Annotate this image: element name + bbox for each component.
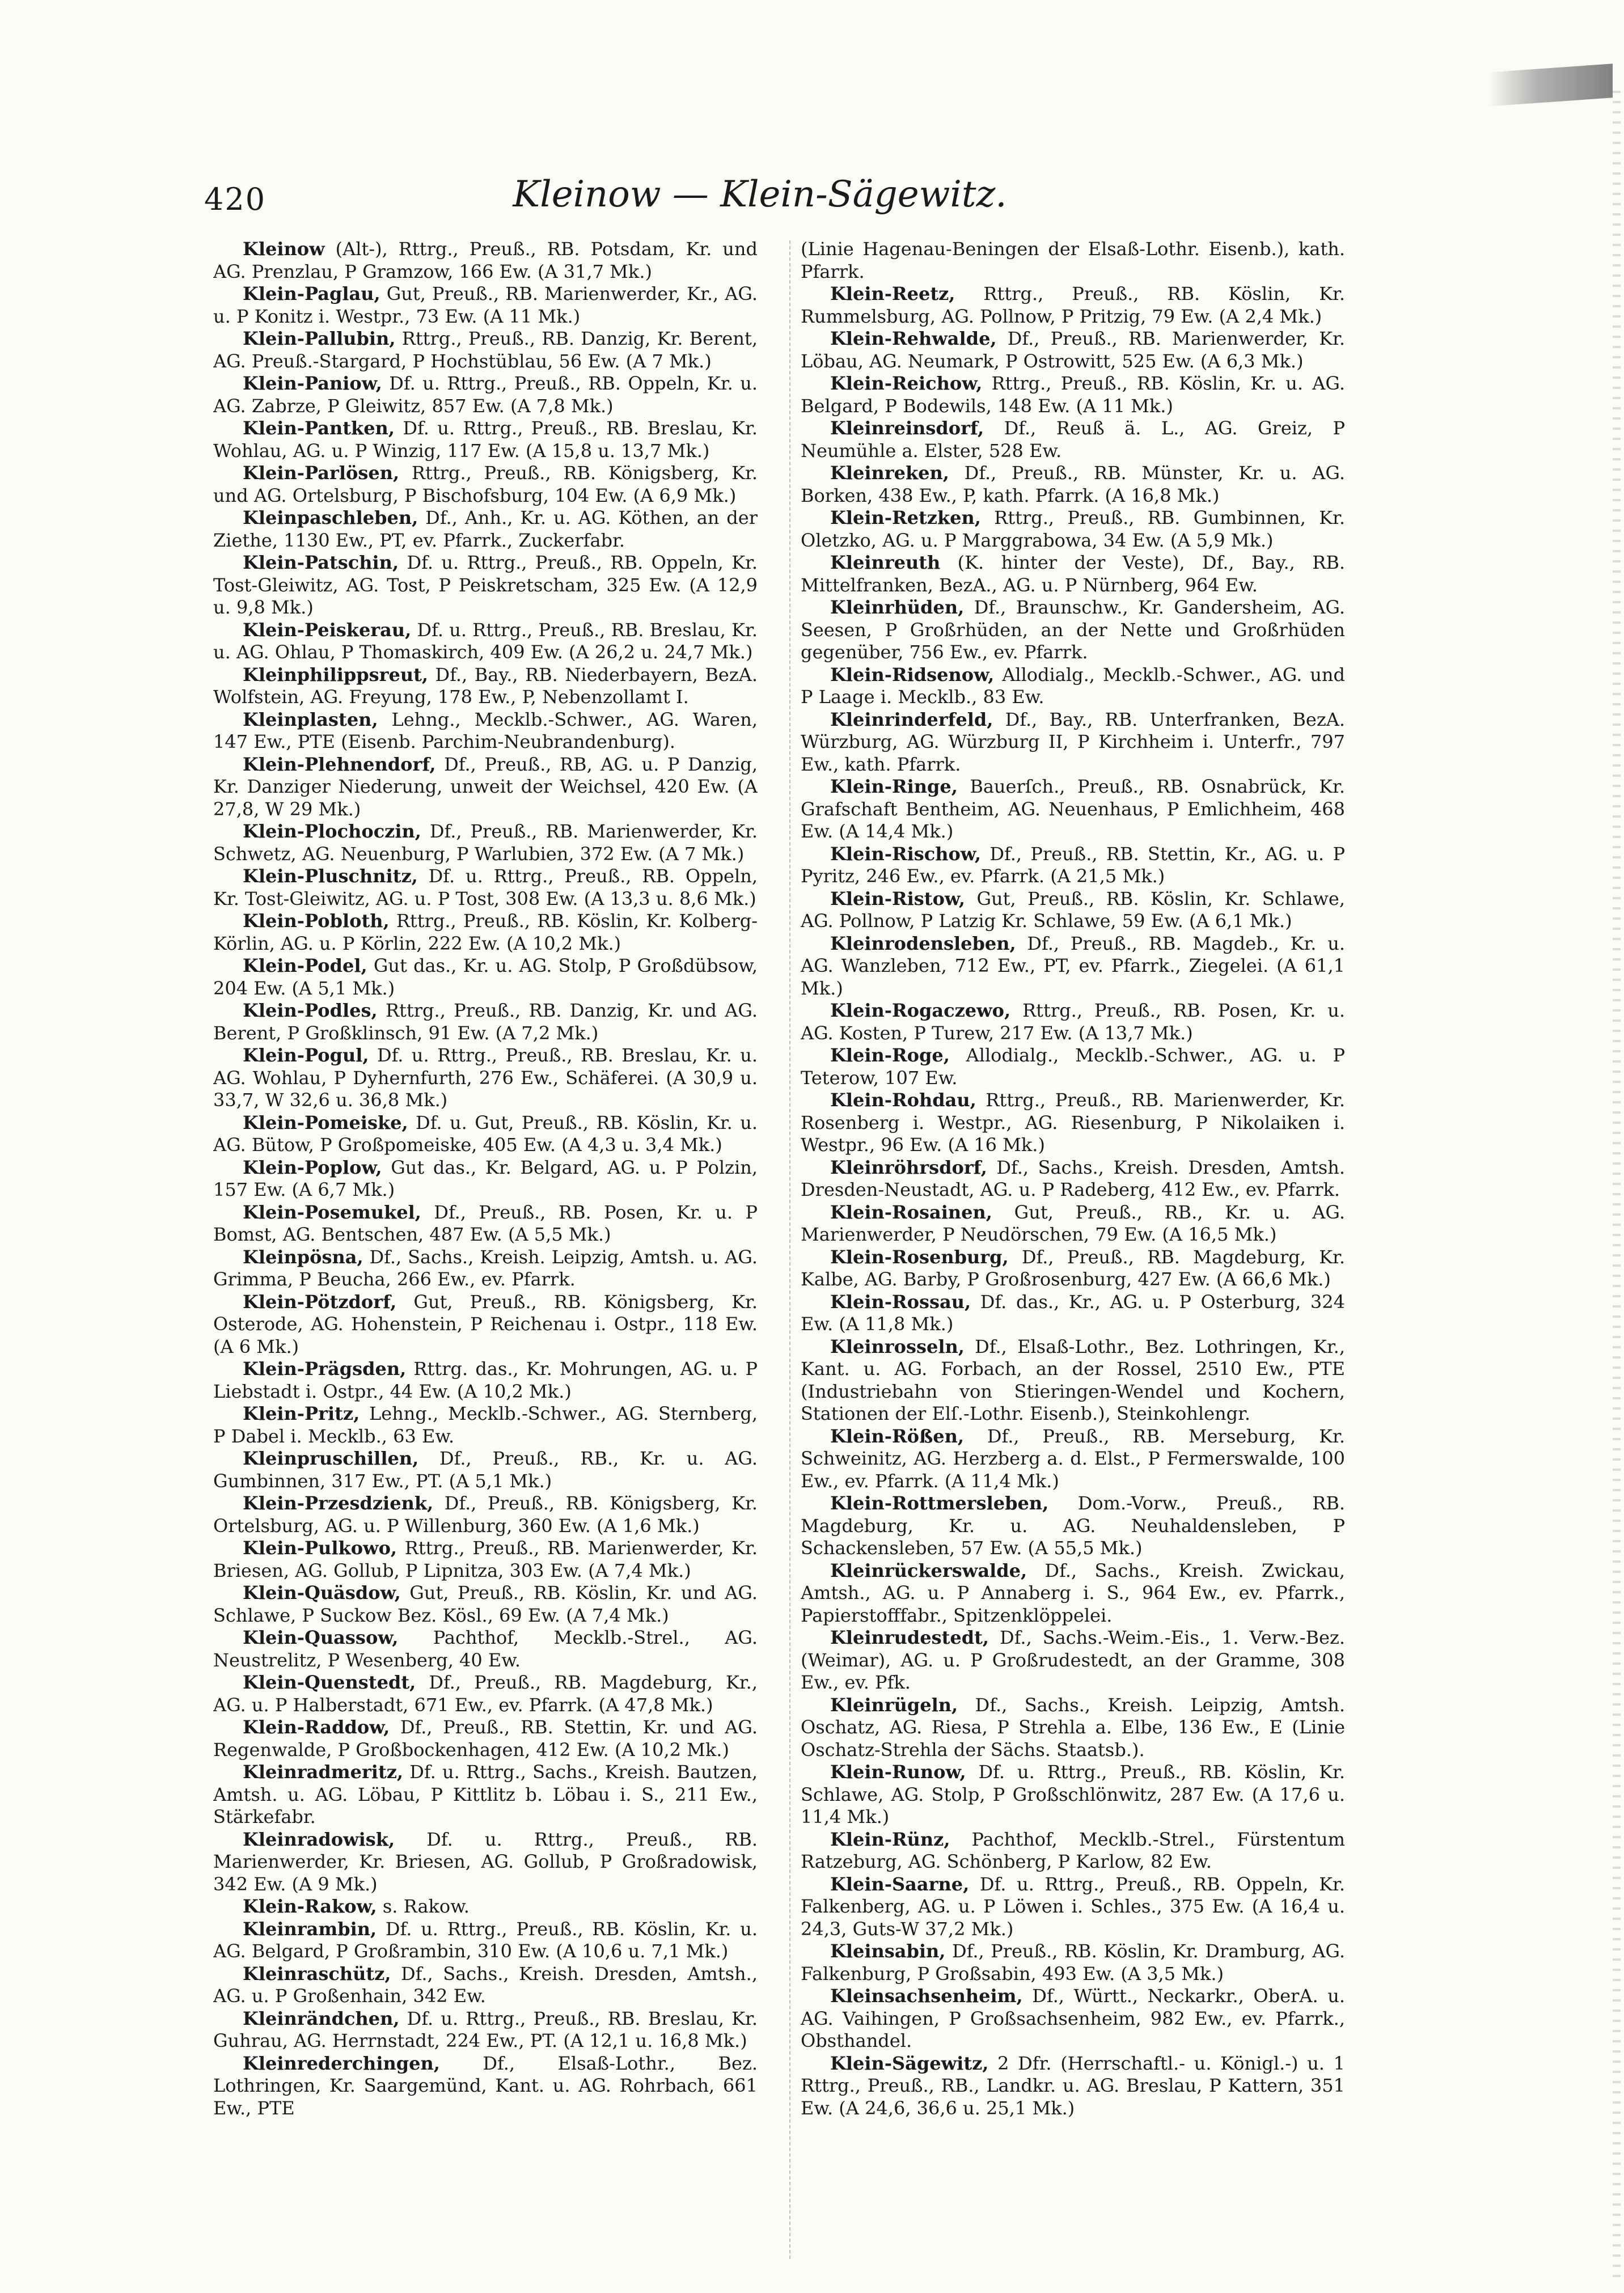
entry-text: (K. hinter der Veste), Df., Bay., RB. Mittelfranken, BezA., AG. u. P Nürnberg, 964 Ew. — [801, 552, 1345, 596]
gazetteer-entry — [213, 1202, 758, 1246]
gazetteer-entry — [213, 1582, 758, 1627]
gazetteer-entry — [213, 328, 758, 373]
entry-text: Rttrg., Preuß., RB. Köslin, Kr. u. AG. Belgard, P Bodewils, 148 Ew. (A 11 Mk.) — [801, 373, 1345, 417]
gazetteer-entry — [213, 1537, 758, 1582]
entry-headword: Klein-Peiskerau, — [243, 619, 412, 641]
entry-text: s. Rakow. — [377, 1896, 470, 1917]
entry-headword: Kleinpaschleben, — [243, 507, 418, 528]
entry-text: Df., Bay., RB. Unterfranken, BezA. Würzburg, AG. Würzburg II, P Kirchheim i. Unterfr., 797 Ew., kath. Pfarrk. — [801, 708, 1345, 775]
entry-text: Df., Bay., RB. Niederbayern, BezA. Wolfstein, AG. Freyung, 178 Ew., P, Nebenzollamt I. — [213, 663, 758, 708]
gazetteer-entry — [213, 1246, 758, 1291]
entry-headword: Kleinplasten, — [243, 708, 378, 730]
gazetteer-entry — [801, 373, 1345, 417]
entry-text: Rttrg., Preuß., RB. Königsberg, Kr. und AG. Ortelsburg, P Bischofsburg, 104 Ew. (A 6,9 Mk.) — [213, 462, 758, 506]
entry-headword: Kleinrügeln, — [830, 1694, 958, 1716]
entry-text: Df., Reuß ä. L., AG. Greiz, P Neumühle a. Elster, 528 Ew. — [801, 417, 1345, 462]
entry-text: Df., Preuß., RB. Magdeburg, Kr. Kalbe, AG. Barby, P Großrosenburg, 427 Ew. (A 66,6 Mk.) — [801, 1246, 1345, 1290]
entry-headword: Kleinpruschillen, — [243, 1448, 419, 1469]
gazetteer-entry — [801, 1940, 1345, 1985]
gazetteer-entry — [801, 1044, 1345, 1089]
gazetteer-entry — [801, 1985, 1345, 2053]
entry-text: Rttrg., Preuß., RB. Danzig, Kr. und AG. Berent, P Großklinsch, 91 Ew. (A 7,2 Mk.) — [213, 1000, 758, 1044]
entry-headword: Klein-Rohdau, — [830, 1089, 976, 1111]
entry-text: Lehng., Mecklb.-Schwer., AG. Sternberg, P Dabel i. Mecklb., 63 Ew. — [213, 1403, 758, 1447]
gazetteer-entry — [801, 1492, 1345, 1560]
gazetteer-entry — [213, 1963, 758, 2008]
entry-text: Gut, Preuß., RB. Köslin, Kr. und AG. Schlawe, P Suckow Bez. Kösl., 69 Ew. (A 7,4 Mk.) — [213, 1582, 758, 1626]
entry-text: Df., Preuß., RB. Merseburg, Kr. Schweinitz, AG. Herzberg a. d. Elst., P Fermerswalde, 100 Ew., ev. Pfarrk. (A 11,4 Mk.) — [801, 1425, 1345, 1492]
entry-text: Df., Preuß., RB. Magdeb., Kr. u. AG. Wanzleben, 712 Ew., PT, ev. Pfarrk., Ziegelei. (A 61,1 Mk.) — [801, 932, 1345, 999]
entry-headword: Kleinow — [243, 238, 325, 260]
entry-text: Gut, Preuß., RB. Königsberg, Kr. Osterode, AG. Hohenstein, P Reichenau i. Ostpr., 118 Ew. (A 6 Mk.) — [213, 1291, 758, 1357]
gazetteer-entry — [801, 933, 1345, 1000]
entry-text: Df. u. Rttrg., Preuß., RB. Breslau, Kr. u. AG. Wohlau, P Dyhernfurth, 276 Ew., Schäferei. (A 30,9 u. 33,7, W 32,6 u. 36,8 Mk.) — [213, 1044, 758, 1111]
entry-headword: Klein-Rosainen, — [830, 1201, 992, 1223]
gazetteer-entry — [801, 507, 1345, 552]
entry-text: Df. u. Rttrg., Preuß., RB. Breslau, Kr. u. AG. Ohlau, P Thomaskirch, 409 Ew. (A 26,2 u. 24,7 Mk.) — [213, 619, 758, 663]
entry-headword: Klein-Pötzdorf, — [243, 1291, 397, 1313]
entry-headword: Kleinrodensleben, — [830, 932, 1016, 954]
entry-text: Gut das., Kr. Belgard, AG. u. P Polzin, 157 Ew. (A 6,7 Mk.) — [213, 1156, 758, 1200]
entry-text: Df. u. Rttrg., Preuß., RB. Oppeln, Kr. u. AG. Zabrze, P Gleiwitz, 857 Ew. (A 7,8 Mk.) — [213, 373, 758, 417]
gazetteer-entry — [801, 1829, 1345, 1873]
gazetteer-entry — [213, 1829, 758, 1896]
entry-headword: Klein-Quenstedt, — [243, 1672, 416, 1693]
gazetteer-entry — [801, 283, 1345, 328]
entry-text: Df. u. Rttrg., Preuß., RB. Breslau, Kr. Wohlau, AG. u. P Winzig, 117 Ew. (A 15,8 u. 13,7 Mk.) — [213, 417, 758, 462]
entry-headword: Kleinreinsdorf, — [830, 417, 984, 439]
gazetteer-entry — [213, 1492, 758, 1537]
entry-text: Df. u. Rttrg., Preuß., RB. Oppeln, Kr. Tost-Gleiwitz, AG. Tost, P Peiskretscham, 325 Ew. (A 12,9 u. 9,8 Mk.) — [213, 552, 758, 618]
gazetteer-entry — [801, 1089, 1345, 1157]
entry-headword: Klein-Runow, — [830, 1761, 966, 1783]
entry-text: Df., Preuß., RB. Stettin, Kr. und AG. Regenwalde, P Großbockenhagen, 412 Ew. (A 10,2 Mk.) — [213, 1716, 758, 1761]
entry-headword: Klein-Paniow, — [243, 373, 382, 394]
entry-text: Df., Preuß., RB. Stettin, Kr., AG. u. P Pyritz, 246 Ew., ev. Pfarrk. (A 21,5 Mk.) — [801, 843, 1345, 887]
entry-text: Df. u. Gut, Preuß., RB. Köslin, Kr. u. AG. Bütow, P Großpomeiske, 405 Ew. (A 4,3 u. 3,4 Mk.) — [213, 1111, 758, 1156]
entry-text: Df. u. Rttrg., Sachs., Kreish. Bautzen, Amtsh. u. AG. Löbau, P Kittlitz b. Löbau i. S., 211 Ew., Stärkefabr. — [213, 1761, 758, 1827]
entry-headword: Klein-Pantken, — [243, 417, 395, 439]
entry-text: Df., Preuß., RB, AG. u. P Danzig, Kr. Danziger Niederung, unweit der Weichsel, 420 Ew. (A 27,8, W 29 Mk.) — [213, 753, 758, 820]
entry-text: Df., Elsaß-Lothr., Bez. Lothringen, Kr., Kant. u. AG. Forbach, an der Rossel, 2510 Ew., PTE (Industriebahn von Stieringen-Wendel und Kochern, Stationen der Elſ.-Lothr. Eisenb.), Steinkohlengr. — [801, 1335, 1345, 1424]
entry-headword: Kleinrhüden, — [830, 596, 965, 618]
gazetteer-entry — [801, 1873, 1345, 1941]
gazetteer-entry — [213, 1291, 758, 1359]
gazetteer-entry — [213, 283, 758, 328]
gazetteer-entry — [801, 1291, 1345, 1336]
entry-headword: Kleinraschütz, — [243, 1962, 391, 1985]
entry-headword: Klein-Pritz, — [243, 1403, 360, 1424]
entry-text: Rttrg., Preuß., RB. Köslin, Kr. Kolberg-Körlin, AG. u. P Körlin, 222 Ew. (A 10,2 Mk.) — [213, 910, 758, 954]
entry-headword: Klein-Podel, — [243, 955, 367, 976]
entry-text: Df., Elsaß-Lothr., Bez. Lothringen, Kr. Saargemünd, Kant. u. AG. Rohrbach, 661 Ew., PTE — [213, 2052, 758, 2119]
entry-text: Df. u. Rttrg., Preuß., RB. Oppeln, Kr. Tost-Gleiwitz, AG. u. P Tost, 308 Ew. (A 13,3 u. 8,6 Mk.) — [213, 865, 758, 909]
entry-text: Allodialg., Mecklb.-Schwer., AG. und P Laage i. Mecklb., 83 Ew. — [801, 663, 1345, 708]
entry-text: Df., Preuß., RB., Kr. u. AG. Gumbinnen, 317 Ew., PT. (A 5,1 Mk.) — [213, 1448, 758, 1492]
entry-headword: Kleinreken, — [830, 462, 949, 484]
gazetteer-entry — [801, 1761, 1345, 1829]
entry-headword: Klein-Rünz, — [830, 1828, 950, 1850]
gazetteer-entry — [801, 664, 1345, 709]
gazetteer-entry — [213, 1044, 758, 1112]
entry-text: Df., Sachs., Kreish. Leipzig, Amtsh. u. AG. Grimma, P Beucha, 266 Ew., ev. Pfarrk. — [213, 1246, 758, 1290]
entry-text: Df., Sachs., Kreish. Leipzig, Amtsh. Oschatz, AG. Riesa, P Strehla a. Elbe, 136 Ew., E (Linie Oschatz-Strehla der Sächs. Staatsb.). — [801, 1694, 1345, 1761]
entry-text: Df. u. Rttrg., Preuß., RB. Marienwerder, Kr. Briesen, AG. Gollub, P Großradowisk, 342 Ew. (A 9 Mk.) — [213, 1828, 758, 1895]
entry-headword: Klein-Rehwalde, — [830, 328, 997, 349]
entry-text: Lehng., Mecklb.-Schwer., AG. Waren, 147 Ew., PTE (Eisenb. Parchim-Neubrandenburg). — [213, 708, 758, 752]
gazetteer-entry — [213, 2053, 758, 2120]
entry-text: 2 Dfr. (Herrschaftl.- u. Königl.-) u. 1 Rttrg., Preuß., RB., Landkr. u. AG. Breslau, P Kattern, 351 Ew. (A 24,6, 36,6 u. 25,1 Mk.) — [801, 2052, 1345, 2119]
entry-text: Rttrg., Preuß., RB. Marienwerder, Kr. Briesen, AG. Gollub, P Lipnitza, 303 Ew. (A 7,4 Mk.) — [213, 1537, 758, 1581]
gazetteer-entry — [213, 2008, 758, 2053]
gazetteer-entry — [801, 1425, 1345, 1493]
gazetteer-entry — [213, 1672, 758, 1716]
entry-text: Df., Anh., Kr. u. AG. Köthen, an der Ziethe, 1130 Ew., PT, ev. Pfarrk., Zuckerfabr. — [213, 507, 758, 551]
entry-headword: Klein-Ridsenow, — [830, 663, 995, 686]
entry-headword: Klein-Raddow, — [243, 1716, 390, 1738]
entry-text: Pachthof, Mecklb.-Strel., AG. Neustrelitz, P Wesenberg, 40 Ew. — [213, 1627, 758, 1671]
entry-text: Gut, Preuß., RB. Köslin, Kr. Schlawe, AG. Pollnow, P Latzig Kr. Schlawe, 59 Ew. (A 6,1 Mk.) — [801, 887, 1345, 932]
entry-text: Gut, Preuß., RB., Kr. u. AG. Marienwerder, P Neudörschen, 79 Ew. (A 16,5 Mk.) — [801, 1201, 1345, 1245]
gazetteer-entry — [801, 1627, 1345, 1694]
entry-text: Df., Sachs.-Weim.-Eis., 1. Verw.-Bez. (Weimar), AG. u. P Großrudestedt, an der Gramme, 308 Ew., ev. Pfk. — [801, 1627, 1345, 1693]
entry-headword: Klein-Rakow, — [243, 1896, 377, 1917]
entry-text: Gut das., Kr. u. AG. Stolp, P Großdübsow, 204 Ew. (A 5,1 Mk.) — [213, 955, 758, 999]
entry-headword: Klein-Rößen, — [830, 1425, 965, 1447]
gazetteer-entry — [213, 507, 758, 552]
gazetteer-entry — [213, 754, 758, 821]
entry-headword: Kleinsabin, — [830, 1940, 946, 1962]
entry-text: Df., Preuß., RB. Köslin, Kr. Dramburg, AG. Falkenburg, P Großsabin, 493 Ew. (A 3,5 Mk.) — [801, 1940, 1345, 1985]
gazetteer-entry — [213, 955, 758, 1000]
entry-text: Df., Württ., Neckarkr., OberA. u. AG. Vaihingen, P Großsachsenheim, 982 Ew., ev. Pfarrk., Obsthandel. — [801, 1985, 1345, 2051]
gazetteer-entry — [213, 552, 758, 619]
entry-headword: Klein-Ringe, — [830, 776, 958, 797]
gazetteer-entry — [213, 1403, 758, 1448]
entry-text: Rttrg., Preuß., RB. Köslin, Kr. Rummelsburg, AG. Pollnow, P Pritzig, 79 Ew. (A 2,4 Mk.) — [801, 283, 1345, 327]
gazetteer-entry — [213, 1157, 758, 1202]
entry-text: Df., Preuß., RB. Münster, Kr. u. AG. Borken, 438 Ew., P, kath. Pfarrk. (A 16,8 Mk.) — [801, 462, 1345, 506]
entry-headword: Kleinrudestedt, — [830, 1627, 989, 1648]
gazetteer-entry — [801, 1336, 1345, 1425]
gazetteer-entry — [801, 596, 1345, 664]
entry-headword: Klein-Retzken, — [830, 507, 981, 528]
entry-headword: Kleinphilippsreut, — [243, 663, 429, 686]
entry-headword: Klein-Pomeiske, — [243, 1111, 408, 1133]
gazetteer-entry — [801, 1000, 1345, 1044]
entry-headword: Klein-Prägsden, — [243, 1358, 407, 1380]
entry-headword: Klein-Saarne, — [830, 1873, 970, 1895]
gazetteer-entry — [801, 552, 1345, 596]
entry-headword: Klein-Pogul, — [243, 1044, 369, 1066]
entry-headword: Kleinrambin, — [243, 1918, 377, 1940]
entry-text: (Alt-), Rttrg., Preuß., RB. Potsdam, Kr. und AG. Prenzlau, P Gramzow, 166 Ew. (A 31,7 Mk.) — [213, 238, 758, 282]
entry-headword: Klein-Quäsdow, — [243, 1582, 401, 1604]
entry-headword: Kleinreuth — [830, 552, 941, 573]
gazetteer-entry — [801, 238, 1345, 283]
gazetteer-entry — [213, 1918, 758, 1963]
entry-headword: Klein-Rosenburg, — [830, 1246, 1009, 1268]
entry-text: Df., Braunschw., Kr. Gandersheim, AG. Seesen, P Großrhüden, an der Nette und Großrhüden gegenüber, 756 Ew., ev. Pfarrk. — [801, 596, 1345, 663]
entry-text: Rttrg. das., Kr. Mohrungen, AG. u. P Liebstadt i. Ostpr., 44 Ew. (A 10,2 Mk.) — [213, 1358, 758, 1402]
gazetteer-entry — [213, 1627, 758, 1672]
gazetteer-entry — [213, 1761, 758, 1829]
gazetteer-entry — [801, 888, 1345, 933]
entry-text: Dom.-Vorw., Preuß., RB. Magdeburg, Kr. u. AG. Neuhaldensleben, P Schackensleben, 57 Ew. (A 55,5 Mk.) — [801, 1492, 1345, 1559]
entry-text: Df. u. Rttrg., Preuß., RB. Köslin, Kr. u. AG. Belgard, P Großrambin, 310 Ew. (A 10,6 u. 7,1 Mk.) — [213, 1918, 758, 1962]
gazetteer-entry — [213, 1448, 758, 1492]
entry-text: Rttrg., Preuß., RB. Posen, Kr. u. AG. Kosten, P Turew, 217 Ew. (A 13,7 Mk.) — [801, 1000, 1345, 1044]
left-column — [213, 238, 758, 2279]
entry-text: Df., Preuß., RB. Königsberg, Kr. Ortelsburg, AG. u. P Willenburg, 360 Ew. (A 1,6 Mk.) — [213, 1492, 758, 1537]
gazetteer-entry — [213, 1000, 758, 1044]
entry-headword: Klein-Pobloth, — [243, 910, 390, 932]
entry-text: Df., Preuß., RB. Marienwerder, Kr. Schwetz, AG. Neuenburg, P Warlubien, 372 Ew. (A 7 Mk.) — [213, 820, 758, 865]
entry-headword: Kleinradowisk, — [243, 1828, 395, 1850]
gazetteer-entry — [213, 619, 758, 664]
entry-text: Allodialg., Mecklb.-Schwer., AG. u. P Teterow, 107 Ew. — [801, 1044, 1345, 1089]
entry-text: Df., Preuß., RB. Marienwerder, Kr. Löbau, AG. Neumark, P Ostrowitt, 525 Ew. (A 6,3 Mk.) — [801, 328, 1345, 372]
entry-headword: Kleinrosseln, — [830, 1335, 965, 1357]
gazetteer-entry — [801, 1560, 1345, 1627]
entry-headword: Klein-Podles, — [243, 1000, 378, 1021]
entry-text: Df., Preuß., RB. Posen, Kr. u. P Bomst, AG. Bentschen, 487 Ew. (A 5,5 Mk.) — [213, 1201, 758, 1245]
gazetteer-entry — [213, 238, 758, 283]
entry-headword: Klein-Pluschnitz, — [243, 865, 418, 887]
entry-headword: Klein-Paglau, — [243, 283, 380, 304]
entry-text: Df. u. Rttrg., Preuß., RB. Köslin, Kr. Schlawe, AG. Stolp, P Großschlönwitz, 287 Ew. (A 17,6 u. 11,4 Mk.) — [801, 1761, 1345, 1827]
entry-text: Df. das., Kr., AG. u. P Osterburg, 324 Ew. (A 11,8 Mk.) — [801, 1291, 1345, 1335]
gazetteer-entry — [801, 2053, 1345, 2120]
gazetteer-entry — [801, 1694, 1345, 1762]
entry-headword: Klein-Rischow, — [830, 843, 981, 865]
gazetteer-entry — [213, 462, 758, 507]
entry-text: Df. u. Rttrg., Preuß., RB. Breslau, Kr. Guhrau, AG. Herrnstadt, 224 Ew., PT. (A 12,1 u. 16,8 Mk.) — [213, 2007, 758, 2051]
entry-text: Df., Sachs., Kreish. Dresden, Amtsh., AG. u. P Großenhain, 342 Ew. — [213, 1962, 758, 2007]
entry-headword: Kleinsachsenheim, — [830, 1985, 1023, 2007]
entry-headword: Kleinröhrsdorf, — [830, 1156, 987, 1178]
gazetteer-entry — [801, 776, 1345, 843]
entry-headword: Kleinrinderfeld, — [830, 708, 993, 730]
gazetteer-entry — [213, 1358, 758, 1403]
gazetteer-entry — [801, 328, 1345, 373]
gazetteer-entry — [213, 865, 758, 910]
column-divider — [789, 240, 790, 2259]
entry-headword: Klein-Plehnendorf, — [243, 753, 436, 775]
gazetteer-entry — [213, 1716, 758, 1761]
entry-text: Rttrg., Preuß., RB. Gumbinnen, Kr. Oletzko, AG. u. P Marggrabowa, 34 Ew. (A 5,9 Mk.) — [801, 507, 1345, 551]
gazetteer-entry — [213, 910, 758, 955]
entry-headword: Kleinrändchen, — [243, 2007, 400, 2029]
gazetteer-entry — [213, 373, 758, 417]
entry-headword: Klein-Rogaczewo, — [830, 1000, 1011, 1021]
page-edge — [1613, 91, 1621, 2279]
entry-headword: Kleinpösna, — [243, 1246, 363, 1268]
entry-text: Pachthof, Mecklb.-Strel., Fürstentum Ratzeburg, AG. Schönberg, P Karlow, 82 Ew. — [801, 1828, 1345, 1872]
gazetteer-entry — [213, 417, 758, 462]
entry-headword: Klein-Rossau, — [830, 1291, 971, 1313]
entry-headword: Klein-Reetz, — [830, 283, 955, 304]
entry-headword: Klein-Ristow, — [830, 887, 965, 909]
entry-headword: Kleinradmeritz, — [243, 1761, 404, 1783]
gazetteer-entry — [801, 462, 1345, 507]
entry-text: Rttrg., Preuß., RB. Danzig, Kr. Berent, AG. Preuß.-Stargard, P Hochstüblau, 56 Ew. (A 7 Mk.) — [213, 328, 758, 372]
gazetteer-entry — [801, 1157, 1345, 1202]
entry-headword: Klein-Reichow, — [830, 373, 983, 394]
entry-headword: Klein-Rottmersleben, — [830, 1492, 1049, 1514]
gazetteer-entry — [801, 417, 1345, 462]
entry-text: Rttrg., Preuß., RB. Marienwerder, Kr. Rosenberg i. Westpr., AG. Riesenburg, P Nikolaiken i. Westpr., 96 Ew. (A 16 Mk.) — [801, 1089, 1345, 1156]
entry-text: Bauerſch., Preuß., RB. Osnabrück, Kr. Grafschaft Bentheim, AG. Neuenhaus, P Emlichheim, 468 Ew. (A 14,4 Mk.) — [801, 776, 1345, 842]
entry-text: Df., Sachs., Kreish. Zwickau, Amtsh., AG. u. P Annaberg i. S., 964 Ew., ev. Pfarrk., Papierstofffabr., Spitzenklöppelei. — [801, 1559, 1345, 1626]
entry-headword: Klein-Parlösen, — [243, 462, 400, 484]
entry-headword: Klein-Quassow, — [243, 1627, 399, 1648]
gazetteer-entry — [213, 1112, 758, 1157]
entry-headword: Klein-Sägewitz, — [830, 2052, 989, 2074]
gazetteer-entry — [801, 1202, 1345, 1246]
entry-headword: Klein-Plochoczin, — [243, 820, 421, 842]
gazetteer-entry — [213, 820, 758, 865]
entry-headword: Klein-Pallubin, — [243, 328, 396, 349]
entry-headword: Kleinrückerswalde, — [830, 1559, 1027, 1581]
right-column — [801, 238, 1345, 2279]
entry-headword: Klein-Patschin, — [243, 552, 399, 573]
entry-headword: Klein-Poplow, — [243, 1156, 382, 1178]
scan-artifact — [1488, 64, 1613, 106]
gazetteer-entry — [213, 709, 758, 754]
gazetteer-entry — [213, 1896, 758, 1918]
entry-text: (Linie Hagenau-Beningen der Elsaß-Lothr. Eisenb.), kath. Pfarrk. — [801, 238, 1345, 282]
page-title: Kleinow — Klein-Sägewitz. — [513, 174, 1007, 215]
gazetteer-entry — [801, 843, 1345, 888]
entry-text: Gut, Preuß., RB. Marienwerder, Kr., AG. u. P Konitz i. Westpr., 73 Ew. (A 11 Mk.) — [213, 283, 758, 327]
entry-headword: Klein-Roge, — [830, 1044, 950, 1066]
entry-text: Df. u. Rttrg., Preuß., RB. Oppeln, Kr. Falkenberg, AG. u. P Löwen i. Schles., 375 Ew. (A 16,4 u. 24,3, Guts-W 37,2 Mk.) — [801, 1873, 1345, 1940]
gazetteer-entry — [801, 1246, 1345, 1291]
page-number: 420 — [204, 181, 267, 217]
page-header — [204, 174, 1316, 236]
gazetteer-entry — [213, 664, 758, 709]
entry-headword: Klein-Przesdzienk, — [243, 1492, 434, 1514]
entry-headword: Kleinrederchingen, — [243, 2052, 440, 2074]
gazetteer-entry — [801, 709, 1345, 776]
entry-headword: Klein-Pulkowo, — [243, 1537, 397, 1559]
entry-headword: Klein-Posemukel, — [243, 1201, 421, 1223]
entry-text: Df., Sachs., Kreish. Dresden, Amtsh. Dresden-Neustadt, AG. u. P Radeberg, 412 Ew., ev. Pfarrk. — [801, 1156, 1345, 1200]
entry-text: Df., Preuß., RB. Magdeburg, Kr., AG. u. P Halberstadt, 671 Ew., ev. Pfarrk. (A 47,8 Mk.) — [213, 1672, 758, 1716]
